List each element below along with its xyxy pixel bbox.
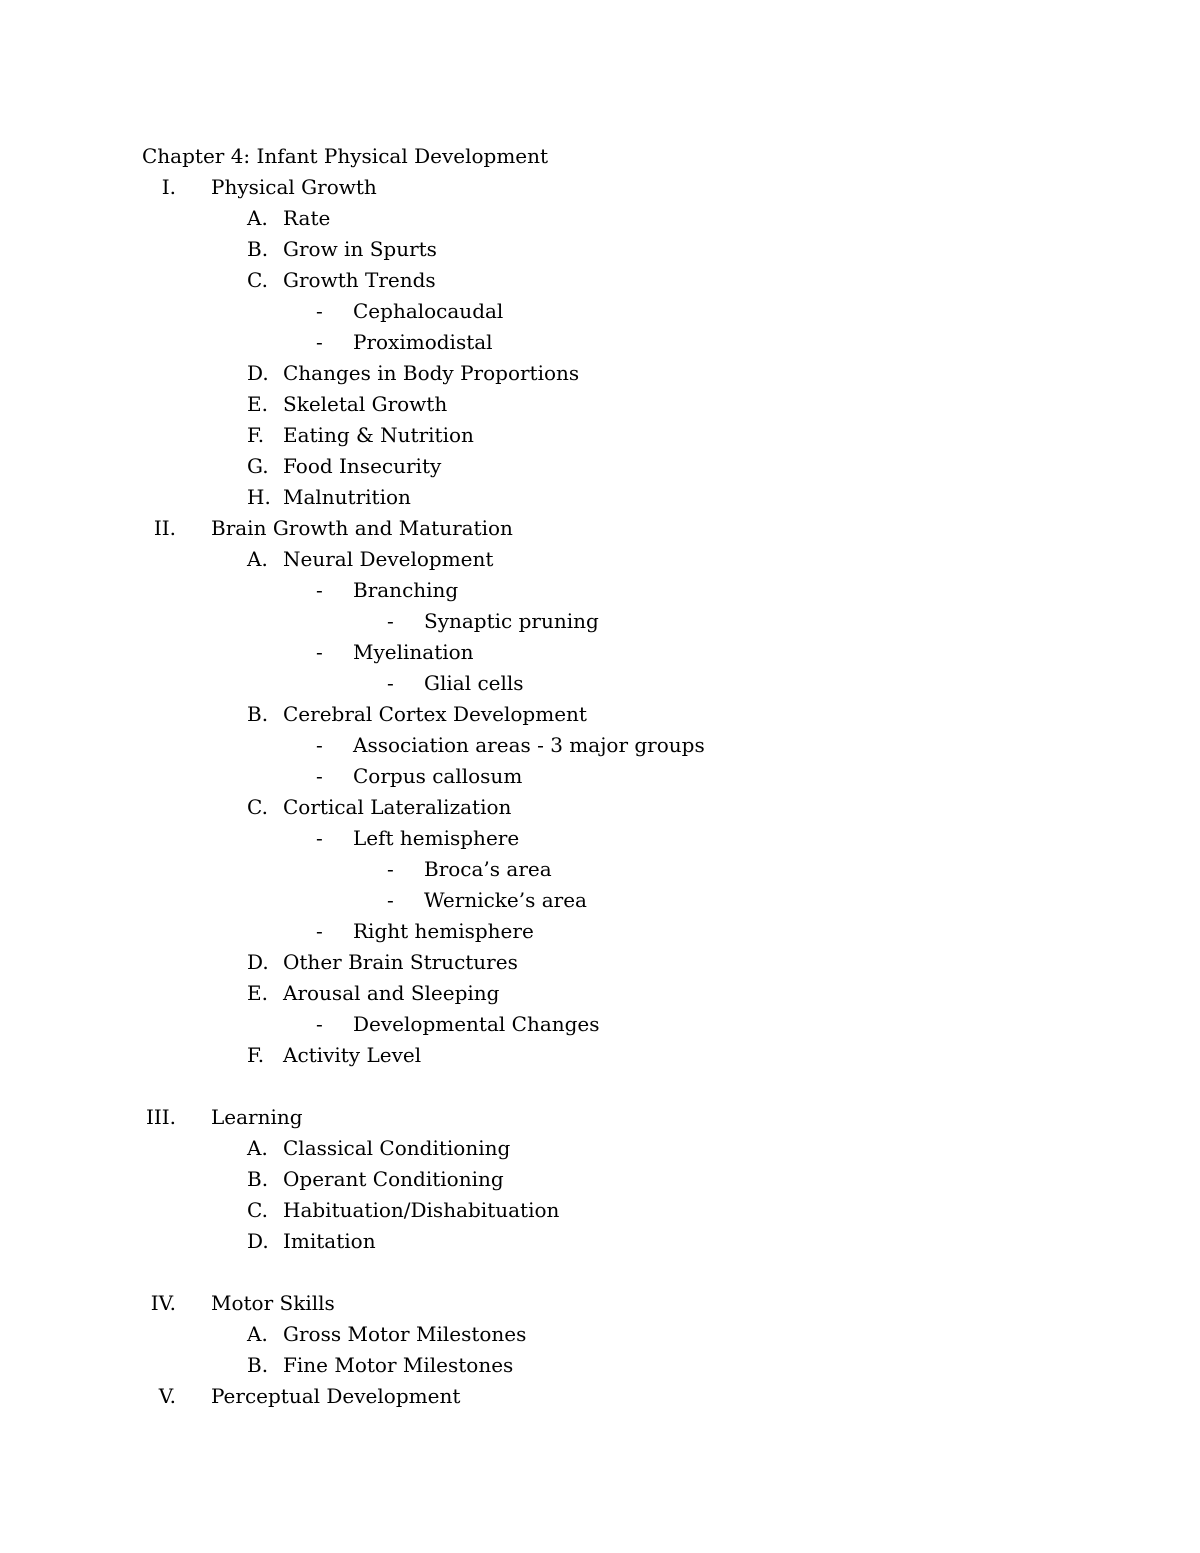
outline-item-text: Changes in Body Proportions [283,361,580,385]
outline-item-text: Imitation [283,1229,376,1253]
outline-subitem-text: Left hemisphere [353,826,520,850]
list-marker: - [316,578,323,602]
section-heading-text: Motor Skills [211,1291,335,1315]
list-marker: - [387,609,394,633]
outline-item-text: Cerebral Cortex Development [283,702,587,726]
list-marker: - [316,640,323,664]
list-marker: C. [247,268,268,292]
list-marker: IV. [150,1291,176,1315]
list-marker: - [316,764,323,788]
outline-item-text: Malnutrition [283,485,411,509]
section-heading-text: Brain Growth and Maturation [211,516,513,540]
list-marker: D. [247,1229,269,1253]
outline-subsubitem-text: Broca’s area [424,857,552,881]
outline-subitem-text: Cephalocaudal [353,299,504,323]
outline-item-text: Gross Motor Milestones [283,1322,527,1346]
list-marker: D. [247,950,269,974]
outline-subitem-text: Association areas - 3 major groups [353,733,705,757]
list-marker: F. [247,1043,265,1067]
outline-item-text: Classical Conditioning [283,1136,511,1160]
list-marker: C. [247,1198,268,1222]
outline-item-text: Neural Development [283,547,494,571]
list-marker: - [316,826,323,850]
section-heading-text: Physical Growth [211,175,377,199]
outline-item-text: Grow in Spurts [283,237,437,261]
outline-subitem-text: Myelination [353,640,474,664]
outline-subitem-text: Proximodistal [353,330,493,354]
list-marker: - [316,919,323,943]
list-marker: - [316,330,323,354]
outline-subsubitem-text: Wernicke’s area [424,888,587,912]
outline-item-text: Fine Motor Milestones [283,1353,514,1377]
list-marker: - [387,888,394,912]
page-title-text: Chapter 4: Infant Physical Development [142,144,549,168]
outline-item-text: Eating & Nutrition [283,423,474,447]
outline-item-text: Habituation/Dishabituation [283,1198,560,1222]
list-marker: H. [247,485,271,509]
list-marker: - [387,857,394,881]
list-marker: A. [247,547,268,571]
outline-item-text: Growth Trends [283,268,436,292]
list-marker: A. [247,1322,268,1346]
outline-item-text: Cortical Lateralization [283,795,512,819]
outline-subitem-text: Corpus callosum [353,764,523,788]
section-heading-text: Learning [211,1105,303,1129]
list-marker: C. [247,795,268,819]
outline-item-text: Activity Level [283,1043,422,1067]
list-marker: A. [247,206,268,230]
section-heading-text: Perceptual Development [211,1384,461,1408]
outline-item-text: Food Insecurity [283,454,442,478]
list-marker: - [316,733,323,757]
list-marker: A. [247,1136,268,1160]
outline-subitem-text: Developmental Changes [353,1012,600,1036]
list-marker: E. [247,981,268,1005]
list-marker: B. [247,1353,269,1377]
outline-subitem-text: Branching [353,578,459,602]
outline-item-text: Other Brain Structures [283,950,518,974]
outline-item-text: Skeletal Growth [283,392,448,416]
list-marker: B. [247,237,269,261]
outline-subsubitem-text: Synaptic pruning [424,609,599,633]
list-marker: - [316,299,323,323]
list-marker: - [387,671,394,695]
list-marker: D. [247,361,269,385]
list-marker: F. [247,423,265,447]
list-marker: G. [247,454,269,478]
list-marker: - [316,1012,323,1036]
outline-item-text: Operant Conditioning [283,1167,504,1191]
list-marker: E. [247,392,268,416]
list-marker: I. [161,175,176,199]
list-marker: III. [145,1105,176,1129]
outline-item-text: Rate [283,206,331,230]
list-marker: B. [247,1167,269,1191]
outline-item-text: Arousal and Sleeping [283,981,500,1005]
list-marker: B. [247,702,269,726]
list-marker: V. [158,1384,176,1408]
outline-subitem-text: Right hemisphere [353,919,534,943]
list-marker: II. [153,516,176,540]
outline-subsubitem-text: Glial cells [424,671,524,695]
